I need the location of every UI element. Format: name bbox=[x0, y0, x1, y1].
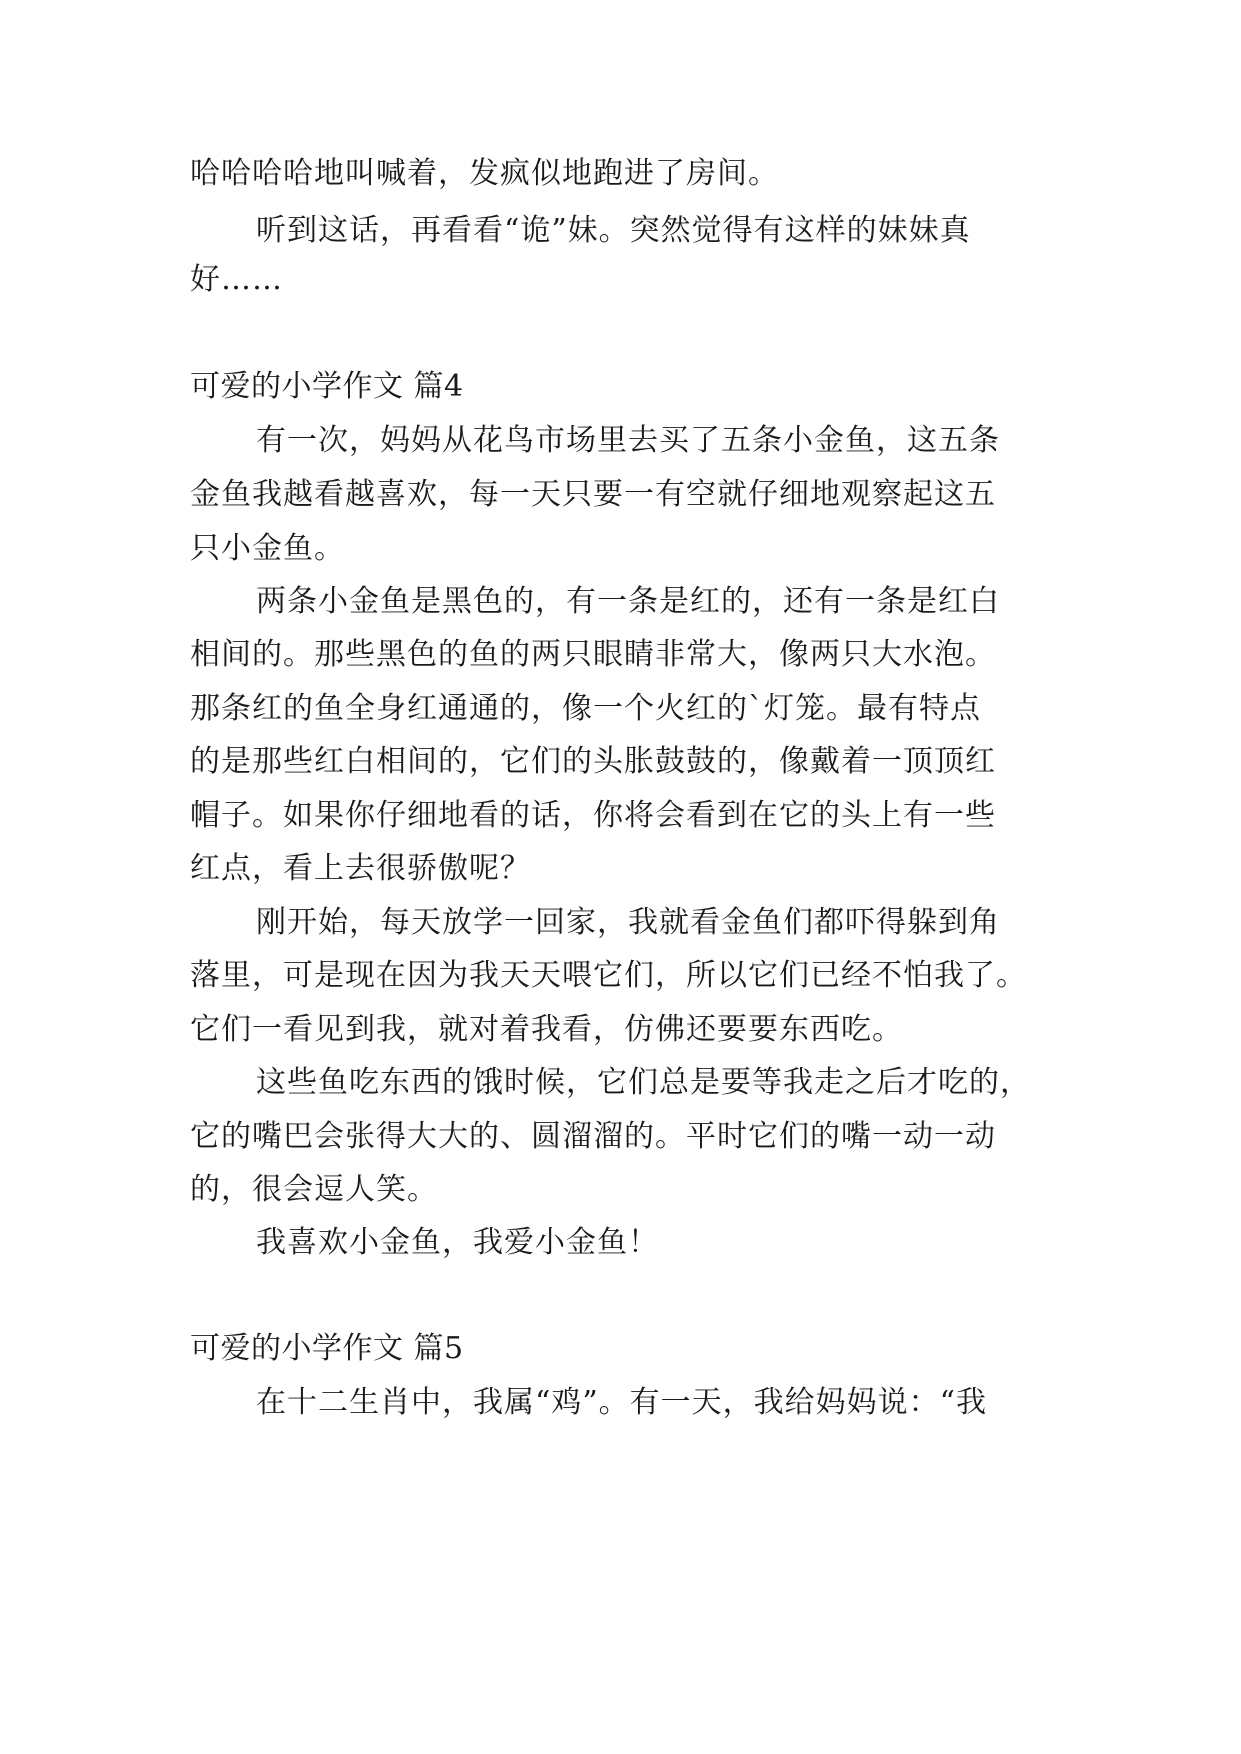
text-line: 相间的。那些黑色的鱼的两只眼睛非常大，像两只大水泡。 bbox=[190, 637, 996, 672]
text-line: 的，很会逗人笑。 bbox=[190, 1172, 438, 1207]
text-line: 那条红的鱼全身红通通的，像一个火红的`灯笼。最有特点 bbox=[190, 691, 981, 726]
text-line: 红点，看上去很骄傲呢？ bbox=[190, 851, 531, 886]
text-line: 它的嘴巴会张得大大的、圆溜溜的。平时它们的嘴一动一动 bbox=[190, 1119, 996, 1154]
text-line: 落里，可是现在因为我天天喂它们，所以它们已经不怕我了。 bbox=[190, 958, 1027, 993]
text-line: 有一次，妈妈从花鸟市场里去买了五条小金鱼，这五条 bbox=[256, 423, 1000, 458]
text-line: 刚开始，每天放学一回家，我就看金鱼们都吓得躲到角 bbox=[256, 905, 1000, 940]
text-line: 这些鱼吃东西的饿时候，它们总是要等我走之后才吃的， bbox=[256, 1065, 1031, 1100]
text-line: 金鱼我越看越喜欢，每一天只要一有空就仔细地观察起这五 bbox=[190, 477, 996, 512]
text-line: 的是那些红白相间的，它们的头胀鼓鼓的，像戴着一顶顶红 bbox=[190, 744, 996, 779]
text-line: 在十二生肖中，我属“鸡”。有一天，我给妈妈说：“我 bbox=[256, 1385, 988, 1420]
text-line: 它们一看见到我，就对着我看，仿佛还要要东西吃。 bbox=[190, 1012, 903, 1047]
section-heading: 可爱的小学作文 篇4 bbox=[190, 369, 464, 404]
text-line: 只小金鱼。 bbox=[190, 531, 345, 566]
section-heading: 可爱的小学作文 篇5 bbox=[190, 1331, 464, 1366]
text-line: 我喜欢小金鱼，我爱小金鱼！ bbox=[256, 1225, 659, 1260]
text-line: 帽子。如果你仔细地看的话，你将会看到在它的头上有一些 bbox=[190, 798, 996, 833]
text-line: 听到这话，再看看“诡”妹。突然觉得有这样的妹妹真 bbox=[256, 213, 971, 248]
text-line: 哈哈哈哈地叫喊着，发疯似地跑进了房间。 bbox=[190, 156, 779, 191]
text-line: 好…… bbox=[190, 262, 283, 297]
text-line: 两条小金鱼是黑色的，有一条是红的，还有一条是红白 bbox=[256, 584, 1000, 619]
